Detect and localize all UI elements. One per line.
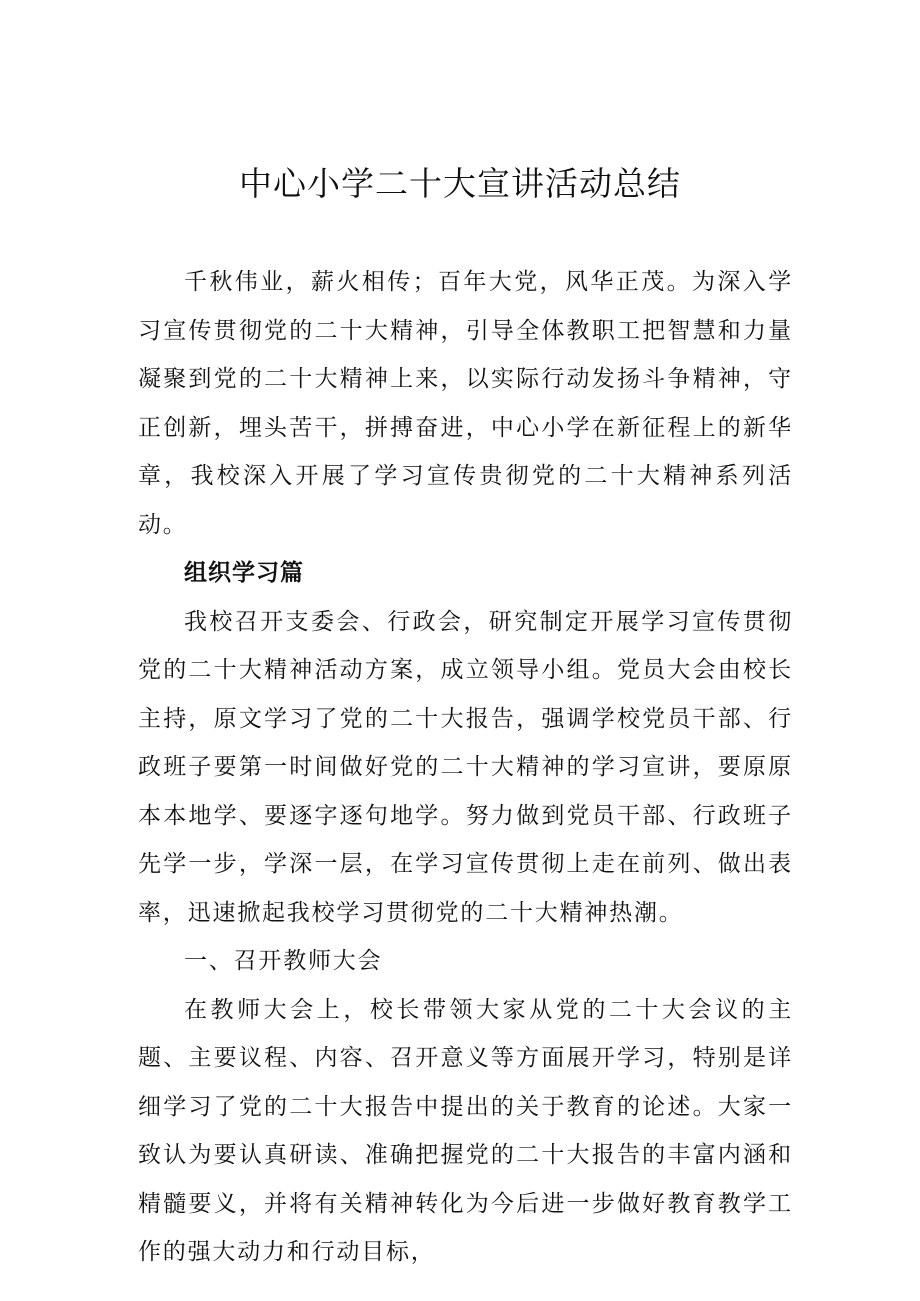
- subsection-paragraph: 在教师大会上，校长带领大家从党的二十大会议的主题、主要议程、内容、召开意义等方面展开学习，特别是详细学习了党的二十大报告中提出的关于教育的论述。大家一致认为要认真研读、准确把握党的二十大报告的丰富内涵和精髓要义，并将有关精神转化为今后进一步做好教育教学工作的强大动力和行动目标，: [138, 996, 793, 1265]
- intro-paragraph: 千秋伟业，薪火相传；百年大党，风华正茂。为深入学习宣传贯彻党的二十大精神，引导全体教职工把智慧和力量凝聚到党的二十大精神上来，以实际行动发扬斗争精神，守正创新，埋头苦干，拼搏奋进，中心小学在新征程上的新华章，我校深入开展了学习宣传贵彻党的二十大精神系列活动。: [138, 269, 793, 538]
- section-heading: 组织学习篇: [184, 559, 304, 586]
- document-body: [138, 258, 793, 1277]
- subsection-heading: 一、召开教师大会: [184, 948, 383, 974]
- section-paragraph: 我校召开支委会、行政会，研究制定开展学习宣传贯彻党的二十大精神活动方案，成立领导小组。党员大会由校长主持，原文学习了党的二十大报告，强调学校党员干部、行政班子要第一时间做好党的二十大精神的学习宣讲，要原原本本地学、要逐字逐句地学。努力做到党员干部、行政班子先学一步，学深一层，在学习宣传贯彻上走在前列、做出表率，迅速掀起我校学习贯彻党的二十大精神热潮。: [138, 608, 793, 926]
- document-title: 中心小学二十大宣讲活动总结: [239, 164, 681, 203]
